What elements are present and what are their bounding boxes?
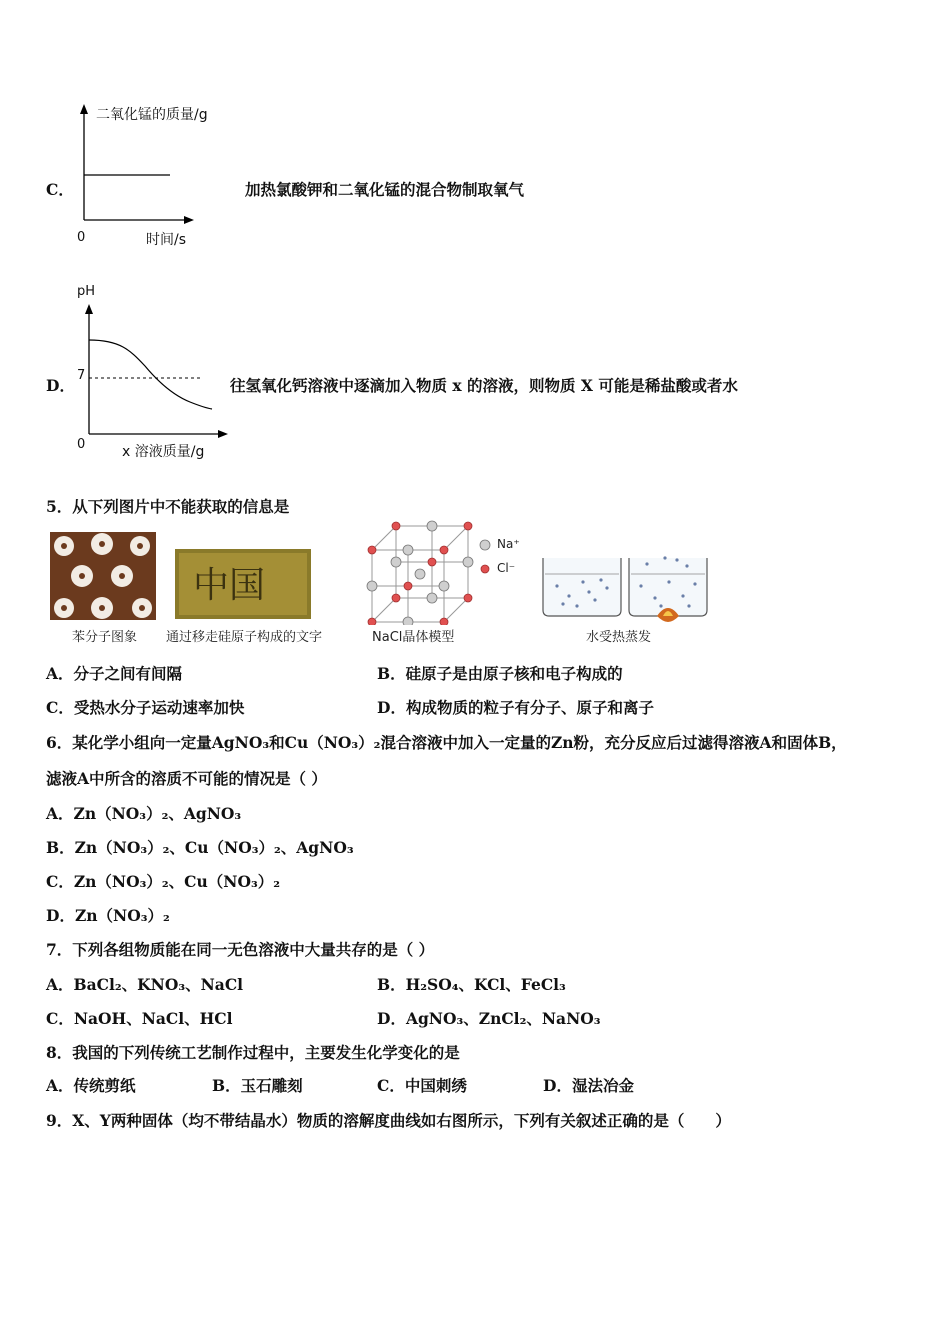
caption-evaporation: 水受热蒸发 bbox=[586, 630, 652, 645]
q5-option-d: D．构成物质的粒子有分子、原子和离子 bbox=[377, 698, 654, 717]
question-8-stem: 8．我国的下列传统工艺制作过程中，主要发生化学变化的是 bbox=[46, 1043, 460, 1062]
q5-option-b: B．硅原子是由原子核和电子构成的 bbox=[377, 664, 623, 683]
x-axis-label: 时间/s bbox=[146, 232, 187, 248]
question-9-stem: 9．X、Y两种固体（均不带结晶水）物质的溶解度曲线如右图所示，下列有关叙述正确的是（ ） bbox=[46, 1111, 731, 1130]
x-axis-label: x 溶液质量/g bbox=[122, 444, 205, 460]
q8-option-c: C．中国刺绣 bbox=[377, 1076, 467, 1095]
ph-curve-graph bbox=[70, 298, 240, 448]
question-7-stem: 7．下列各组物质能在同一无色溶液中大量共存的是（ ） bbox=[46, 940, 435, 959]
chip-text: 中国 bbox=[193, 565, 266, 606]
legend-markers bbox=[478, 538, 492, 578]
q7-option-b: B．H₂SO₄、KCl、FeCl₃ bbox=[377, 975, 566, 994]
caption-benzene: 苯分子图象 bbox=[72, 630, 138, 645]
q7-option-c: C．NaOH、NaCl、HCl bbox=[46, 1009, 233, 1028]
q6-option-b: B．Zn（NO₃）₂、Cu（NO₃）₂、AgNO₃ bbox=[46, 838, 354, 857]
water-evaporation-image bbox=[537, 552, 712, 622]
question-6-stem-line2: 滤液A中所含的溶质不可能的情况是（ ） bbox=[46, 769, 327, 788]
q6-option-d: D．Zn（NO₃）₂ bbox=[46, 906, 170, 925]
nacl-crystal-model bbox=[362, 520, 482, 625]
caption-silicon: 通过移走硅原子构成的文字 bbox=[166, 630, 323, 645]
q6-option-a: A．Zn（NO₃）₂、AgNO₃ bbox=[46, 804, 242, 823]
question-6-stem-line1: 6．某化学小组向一定量AgNO₃和Cu（NO₃）₂混合溶液中加入一定量的Zn粉，充分反应后过滤得溶液A和固体B， bbox=[46, 733, 847, 752]
y-axis-label: pH bbox=[77, 284, 96, 299]
q7-option-a: A．BaCl₂、KNO₃、NaCl bbox=[46, 975, 244, 994]
option-c-label: C． bbox=[46, 180, 74, 199]
y-axis-label: 二氧化锰的质量/g bbox=[96, 107, 208, 123]
q7-option-d: D．AgNO₃、ZnCl₂、NaNO₃ bbox=[377, 1009, 601, 1028]
silicon-atom-text-image bbox=[175, 549, 311, 619]
option-d-text: 往氢氧化钙溶液中逐滴加入物质 x 的溶液，则物质 X 可能是稀盐酸或者水 bbox=[230, 376, 738, 395]
question-5-stem: 5．从下列图片中不能获取的信息是 bbox=[46, 497, 290, 516]
q5-option-a: A．分子之间有间隔 bbox=[46, 664, 183, 683]
y-tick-label: 7 bbox=[77, 368, 86, 383]
option-d-label: D． bbox=[46, 376, 75, 395]
benzene-molecule-image bbox=[50, 532, 156, 620]
q6-option-c: C．Zn（NO₃）₂、Cu（NO₃）₂ bbox=[46, 872, 281, 891]
q8-option-a: A．传统剪纸 bbox=[46, 1076, 136, 1095]
origin-label: 0 bbox=[77, 230, 86, 245]
q5-option-c: C．受热水分子运动速率加快 bbox=[46, 698, 245, 717]
legend-cl: Cl⁻ bbox=[497, 561, 516, 575]
origin-label: 0 bbox=[77, 437, 86, 452]
option-c-text: 加热氯酸钾和二氧化锰的混合物制取氧气 bbox=[245, 180, 525, 199]
q8-option-b: B．玉石雕刻 bbox=[212, 1076, 303, 1095]
caption-nacl: NaCl晶体模型 bbox=[372, 630, 455, 645]
q8-option-d: D．湿法冶金 bbox=[543, 1076, 634, 1095]
legend-na: Na⁺ bbox=[497, 537, 520, 551]
